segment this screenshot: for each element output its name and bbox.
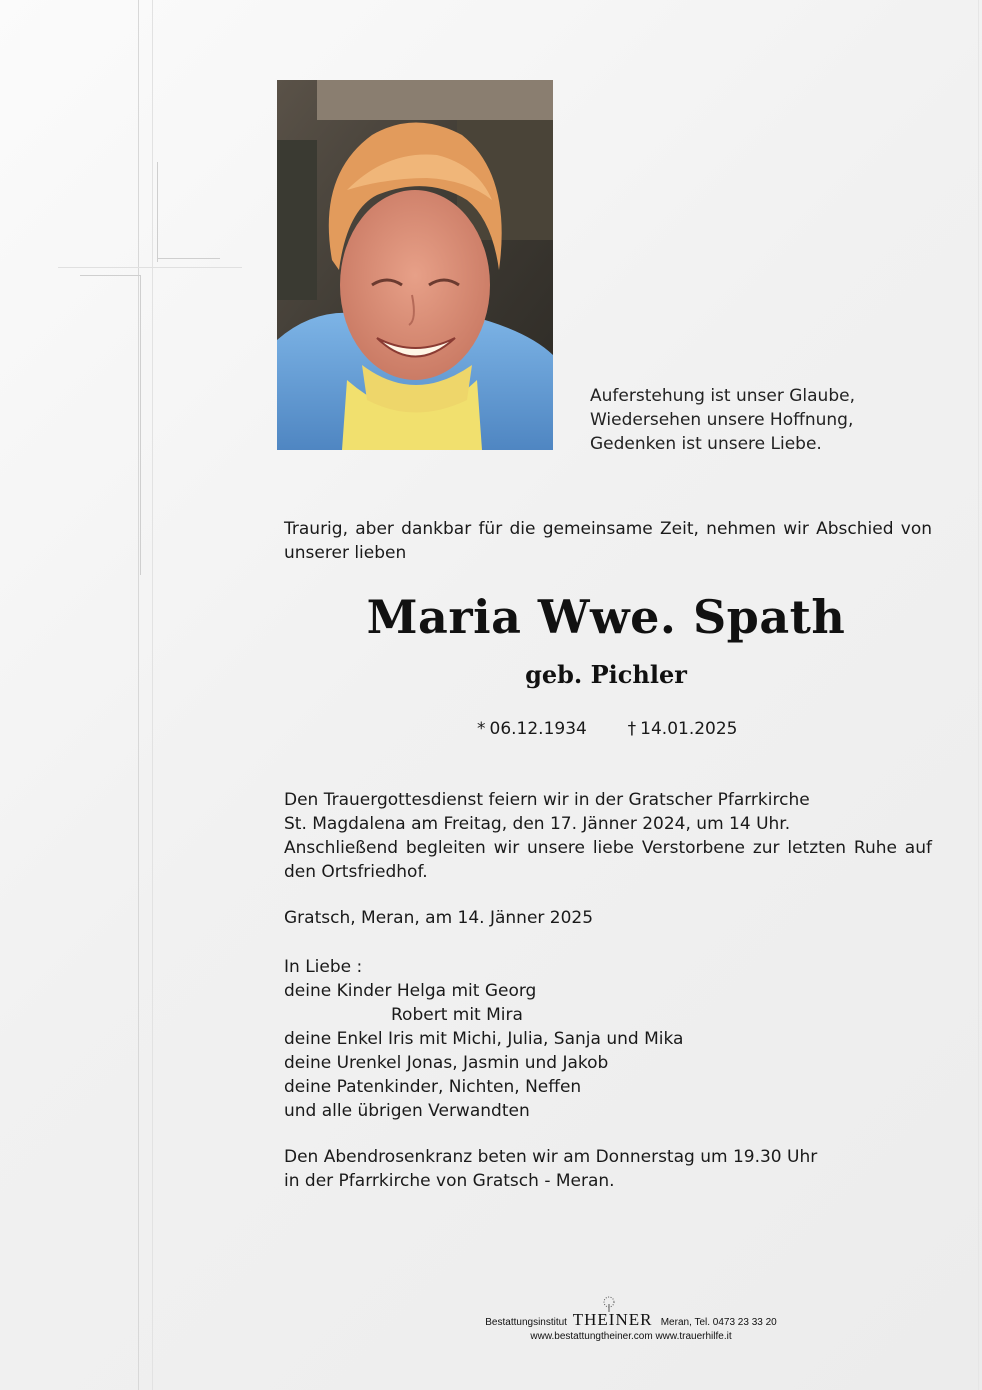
intro-text: Traurig, aber dankbar für die gemeinsame Zeit, nehmen wir Abschied von unserer lieben — [284, 519, 932, 563]
mourner-line: deine Patenkinder, Nichten, Neffen — [284, 1077, 582, 1097]
birth-star-icon: * — [477, 719, 486, 739]
tree-logo-icon — [595, 1296, 623, 1312]
mourner-line: Robert mit Mira — [391, 1005, 523, 1025]
funeral-home-brand — [573, 1310, 658, 1329]
rosary-announcement — [284, 1145, 932, 1193]
portrait-illustration — [277, 80, 553, 450]
mourner-line: und alle übrigen Verwandten — [284, 1101, 530, 1121]
memorial-verse — [590, 384, 855, 456]
place-and-date — [284, 906, 932, 930]
mourner-line: deine Kinder Helga mit Georg — [284, 981, 537, 1001]
born-name: geb. Pichler — [525, 660, 687, 689]
footer-contact: Meran, Tel. 0473 23 33 20 — [660, 1317, 777, 1328]
mourners-list — [284, 955, 932, 1123]
rosary-line: Den Abendrosenkranz beten wir am Donnerstag um 19.30 Uhr — [284, 1147, 818, 1167]
funeral-home-footer — [0, 1310, 982, 1342]
place-date-line: Gratsch, Meran, am 14. Jänner 2025 — [284, 908, 594, 928]
frame-line-left-inner — [152, 0, 153, 1390]
deceased-name: Maria Wwe. Spath — [366, 590, 846, 644]
verse-line: Wiedersehen unsere Hoffnung, — [590, 410, 854, 430]
mourner-line: deine Urenkel Jonas, Jasmin und Jakob — [284, 1053, 609, 1073]
life-dates — [477, 719, 738, 739]
mourners-heading: In Liebe : — [284, 957, 363, 977]
verse-line: Auferstehung ist unser Glaube, — [590, 386, 855, 406]
death-cross-icon: † — [627, 719, 637, 739]
death-date: 14.01.2025 — [640, 719, 738, 739]
footer-prefix: Bestattungsinstitut — [485, 1317, 567, 1328]
service-line: Anschließend begleiten wir unsere liebe Verstorbene zur letzten Ruhe auf den Ortsfriedhof. — [284, 838, 932, 882]
frame-line-left — [138, 0, 139, 1390]
service-line: St. Magdalena am Freitag, den 17. Jänner 2024, um 14 Uhr. — [284, 814, 791, 834]
birth-date: 06.12.1934 — [489, 719, 587, 739]
portrait-photo — [277, 80, 553, 450]
funeral-service-text — [284, 788, 932, 884]
service-line: Den Trauergottesdienst feiern wir in der Gratscher Pfarrkirche — [284, 790, 810, 810]
rosary-line: in der Pfarrkirche von Gratsch - Meran. — [284, 1171, 615, 1191]
verse-line: Gedenken ist unsere Liebe. — [590, 434, 822, 454]
mourner-line: deine Enkel Iris mit Michi, Julia, Sanja und Mika — [284, 1029, 684, 1049]
brand-name: THEINER — [572, 1310, 653, 1329]
frame-line-right — [978, 0, 979, 1390]
footer-websites[interactable]: www.bestattungtheiner.com www.trauerhilfe.it — [530, 1331, 732, 1342]
